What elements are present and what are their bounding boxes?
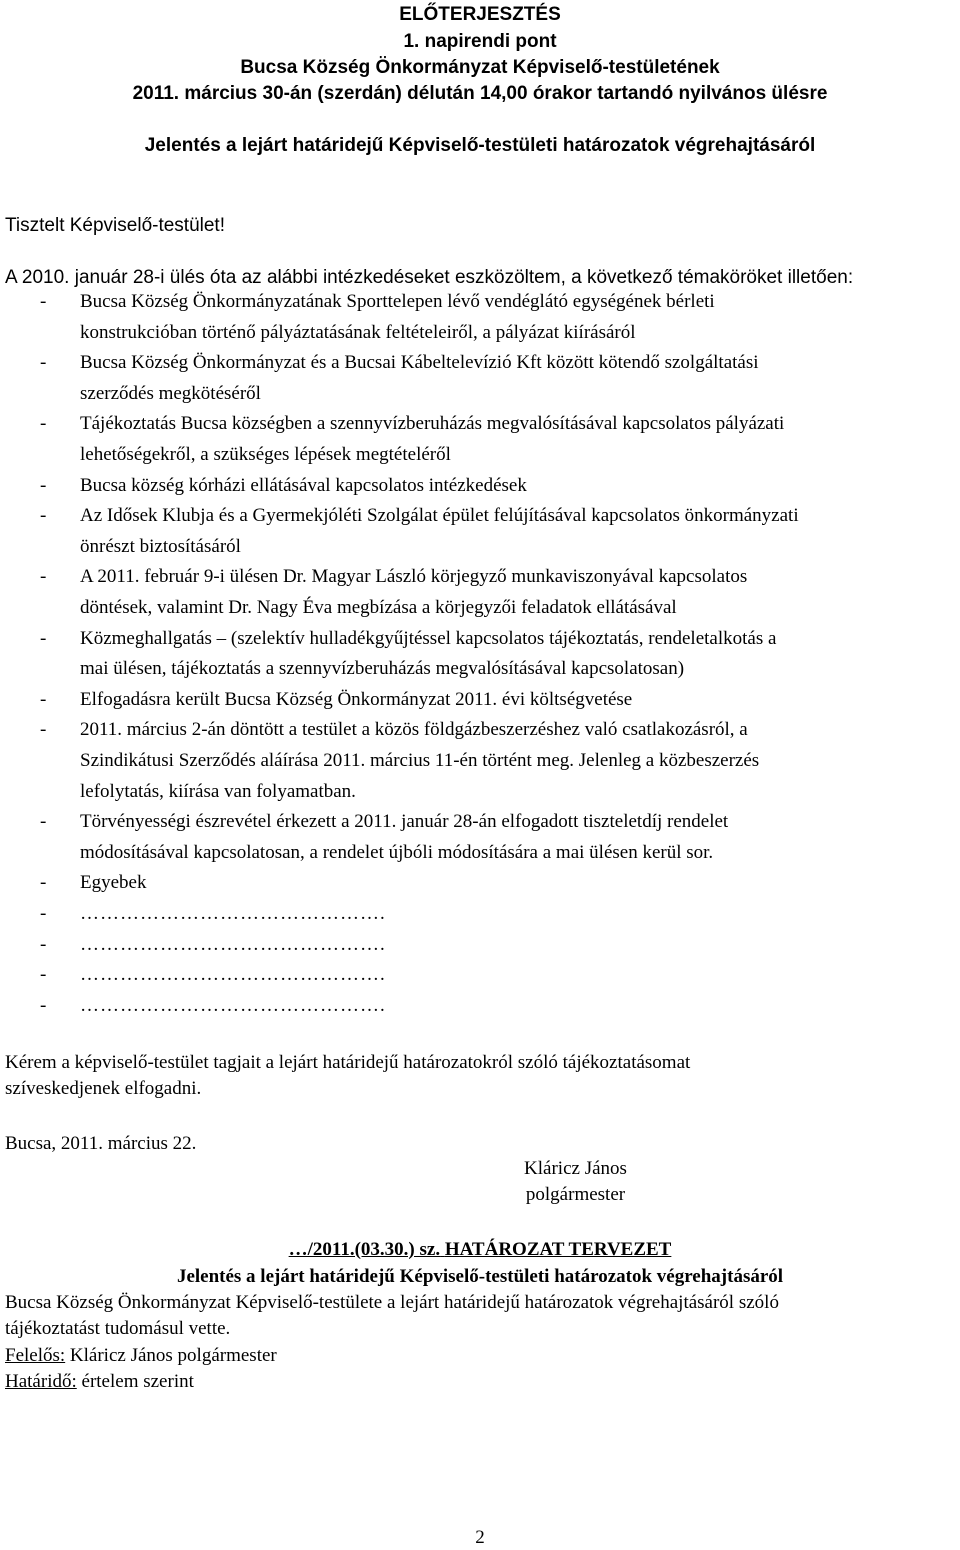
list-item-text: mai ülésen, tájékoztatás a szennyvízberuházás megvalósításával kapcsolatosan)	[80, 658, 685, 680]
resolution-text-2: tájékoztatást tudomásul vette.	[5, 1318, 231, 1339]
document-title: ELŐTERJESZTÉS	[399, 4, 561, 25]
list-item-text: Közmeghallgatás – (szelektív hulladékgyűjtéssel kapcsolatos tájékoztatás, rendeletalkotás a	[80, 627, 777, 649]
list-item-text: Tájékoztatás Bucsa községben a szennyvízberuházás megvalósításával kapcsolatos pályázati	[80, 413, 785, 435]
list-item-text: Törvényességi észrevétel érkezett a 2011. január 28-án elfogadott tiszteletdíj rendelet	[80, 811, 729, 833]
list-item-text: döntések, valamint Dr. Nagy Éva megbízása a körjegyzői feladatok ellátásával	[80, 597, 677, 618]
bullet-dash: -	[40, 291, 47, 312]
list-item-text: A 2011. február 9-i ülésen Dr. Magyar László körjegyző munkaviszonyával kapcsolatos	[80, 566, 748, 588]
list-item-text: konstrukcióban történő pályáztatásának feltételeiről, a pályázat kiírásáról	[80, 321, 636, 343]
list-item-text: Bucsa Község Önkormányzatának Sporttelepen lévő vendéglátó egységének bérleti	[80, 291, 715, 312]
bullet-dash: -	[40, 566, 47, 588]
bullet-dash: -	[40, 933, 47, 955]
list-item-text: szerződés megkötéséről	[80, 382, 261, 404]
responsible-value: Kláricz János polgármester	[69, 1345, 277, 1366]
deadline-value: értelem szerint	[81, 1371, 194, 1392]
deadline-label: Határidő:	[5, 1371, 77, 1392]
bullet-dash: -	[40, 719, 47, 741]
body-name: Bucsa Község Önkormányzat Képviselő-testületének	[240, 57, 720, 78]
agenda-item: 1. napirendi pont	[403, 31, 557, 52]
list-item-text: Egyebek	[80, 872, 147, 894]
intro-paragraph: A 2010. január 28-i ülés óta az alábbi intézkedéseket eszközöltem, a következő témaköröket illetően:	[5, 267, 854, 288]
list-item-text: lefolytatás, kiírása van folyamatban.	[80, 780, 356, 802]
signer-title: polgármester	[525, 1184, 626, 1205]
list-item-text: ……………………………………….	[80, 903, 386, 924]
deadline-line	[5, 1370, 194, 1394]
responsible-label: Felelős:	[5, 1345, 66, 1366]
list-item-text: Bucsa Község Önkormányzat és a Bucsai Kábeltelevízió Kft között kötendő szolgáltatási	[80, 352, 759, 374]
list-item-text: ……………………………………….	[80, 964, 386, 986]
bullet-dash: -	[40, 352, 47, 374]
bullet-dash: -	[40, 413, 47, 435]
list-item-text: önrészt biztosításáról	[80, 535, 241, 557]
list-item-text: Elfogadásra került Bucsa Község Önkormányzat 2011. évi költségvetése	[80, 688, 633, 710]
responsible-line	[5, 1344, 277, 1368]
bullet-dash: -	[40, 505, 47, 527]
bullet-dash: -	[40, 474, 47, 496]
list-item-text: 2011. március 2-án döntött a testület a közös földgázbeszerzéshez való csatlakozásról, a	[80, 719, 748, 741]
list-item-text: módosításával kapcsolatosan, a rendelet újbóli módosítására a mai ülésen kerül sor.	[80, 841, 714, 863]
list-item-text: ……………………………………….	[80, 994, 386, 1016]
resolution-number: …/2011.(03.30.) sz.	[288, 1239, 441, 1260]
list-item-text: ……………………………………….	[80, 933, 386, 955]
signer-name: Kláricz János	[524, 1158, 627, 1179]
bullet-dash: -	[40, 964, 47, 986]
bullet-dash: -	[40, 688, 47, 710]
salutation: Tisztelt Képviselő-testület!	[5, 215, 225, 236]
page-number: 2	[475, 1527, 485, 1548]
bullet-dash: -	[40, 872, 47, 894]
list-item-text: lehetőségekről, a szükséges lépések megtételéről	[80, 444, 451, 465]
session-line: 2011. március 30-án (szerdán) délután 14,00 órakor tartandó nyilvános ülésre	[132, 83, 828, 104]
bullet-dash: -	[40, 627, 47, 649]
list-item-text: Az Idősek Klubja és a Gyermekjóléti Szolgálat épület felújításával kapcsolatos önkormányzati	[80, 505, 799, 527]
resolution-text-1: Bucsa Község Önkormányzat Képviselő-testülete a lejárt határidejű határozatok végrehajtásáról szóló	[5, 1292, 779, 1313]
bullet-dash: -	[40, 811, 47, 833]
list-item-text: Bucsa község kórházi ellátásával kapcsolatos intézkedések	[80, 474, 527, 496]
bullet-dash: -	[40, 994, 47, 1016]
resolution-label: HATÁROZAT TERVEZET	[444, 1239, 672, 1260]
resolution-subject: Jelentés a lejárt határidejű Képviselő-testületi határozatok végrehajtásáról	[176, 1266, 784, 1287]
place-date: Bucsa, 2011. március 22.	[5, 1133, 197, 1154]
request-line-2: szíveskedjenek elfogadni.	[5, 1078, 202, 1099]
bullet-dash: -	[40, 903, 47, 924]
request-line-1: Kérem a képviselő-testület tagjait a lejárt határidejű határozatokról szóló tájékoztatásomat	[5, 1052, 691, 1073]
list-item-text: Szindikátusi Szerződés aláírása 2011. március 11-én történt meg. Jelenleg a közbeszerzés	[80, 750, 760, 771]
subject-heading: Jelentés a lejárt határidejű Képviselő-testületi határozatok végrehajtásáról	[144, 135, 816, 156]
resolution-heading	[0, 1238, 960, 1262]
